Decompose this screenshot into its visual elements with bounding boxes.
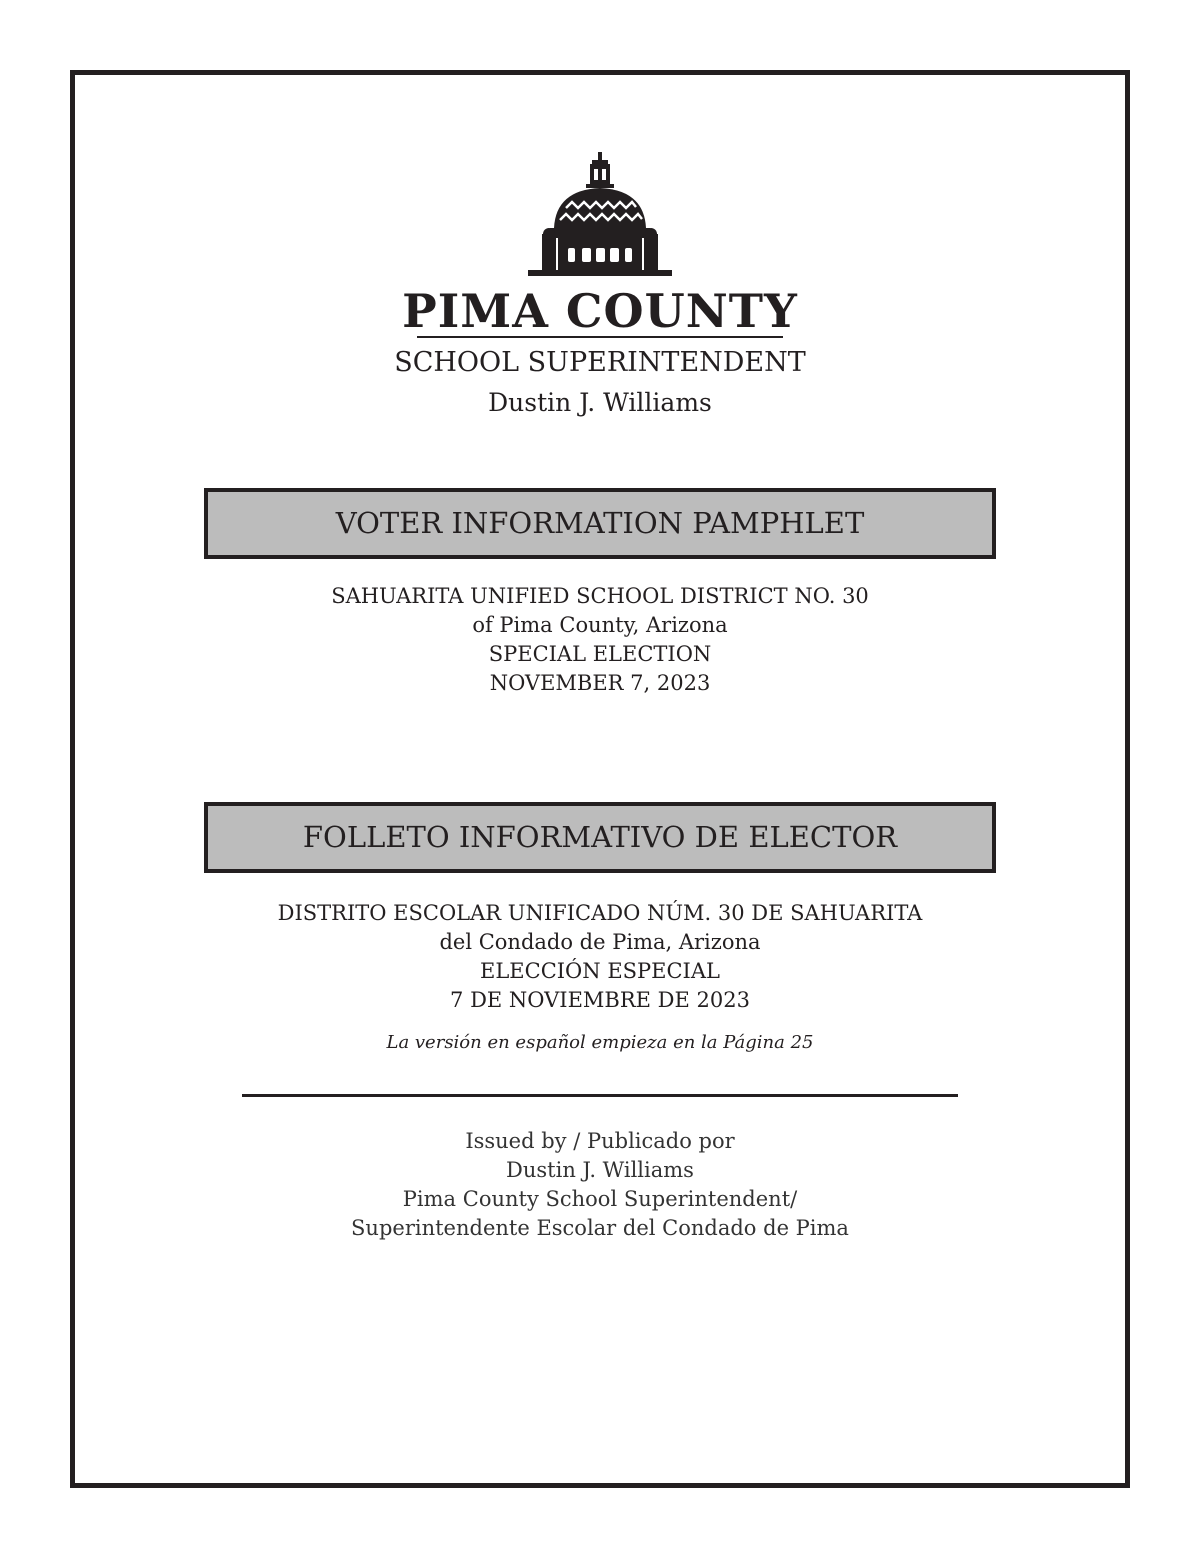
org-rule [417, 336, 783, 338]
english-banner: VOTER INFORMATION PAMPHLET [204, 488, 996, 559]
district-name: SAHUARITA UNIFIED SCHOOL DISTRICT NO. 30 [331, 584, 869, 608]
issuer-name: Dustin J. Williams [506, 1158, 694, 1182]
county-line: of Pima County, Arizona [472, 613, 728, 637]
district-name-es: DISTRITO ESCOLAR UNIFICADO NÚM. 30 DE SAHUARITA [277, 901, 923, 925]
capitol-dome-icon [520, 150, 680, 285]
official-name: Dustin J. Williams [488, 388, 712, 417]
issued-by-block [0, 1127, 1200, 1243]
divider [242, 1094, 958, 1097]
spanish-election-info [0, 899, 1200, 1015]
spanish-banner: FOLLETO INFORMATIVO DE ELECTOR [204, 802, 996, 873]
county-line-es: del Condado de Pima, Arizona [439, 930, 761, 954]
election-type: SPECIAL ELECTION [488, 642, 712, 666]
election-type-es: ELECCIÓN ESPECIAL [480, 959, 720, 983]
spanish-page-note: La versión en español empieza en la Página 25 [386, 1032, 814, 1053]
issuer-title-en: Pima County School Superintendent/ [402, 1187, 798, 1211]
election-date-es: 7 DE NOVIEMBRE DE 2023 [450, 988, 750, 1012]
issued-by-label: Issued by / Publicado por [465, 1129, 735, 1153]
issuer-title-es: Superintendente Escolar del Condado de Pima [351, 1216, 849, 1240]
election-date: NOVEMBER 7, 2023 [489, 671, 711, 695]
department-title: SCHOOL SUPERINTENDENT [394, 347, 806, 378]
org-name: PIMA COUNTY [402, 284, 798, 338]
english-election-info [0, 582, 1200, 698]
